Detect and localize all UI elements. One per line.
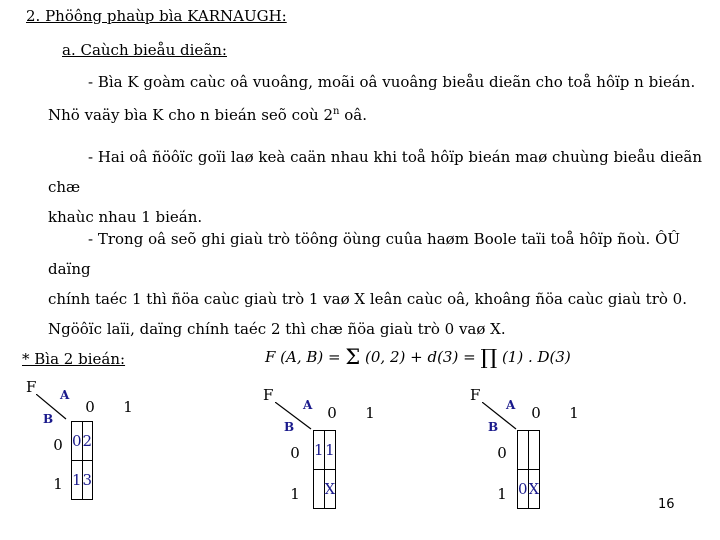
kmap-1-col-header: 1 [123,398,133,416]
kmap-1-cell: 0 [72,422,83,461]
sigma-symbol: Σ [345,345,361,369]
kmap-1-a-label: A [60,388,70,402]
kmap-2-row-header: 1 [290,485,300,503]
kmap-3-cell: 0 [518,470,529,509]
paragraph-1-first-line: - Bìa K goàm caùc oâ vuoâng, moãi oâ vuoâng bieåu dieãn cho toå hôïp n bieán. [88,73,696,91]
section-heading: 2. Phöông phaùp bìa KARNAUGH: [26,7,287,25]
paragraph-2-first-line: - Hai oâ ñöôïc goïi laø keà caän nhau khi toå hôïp bieán maø chuùng bieåu dieãn chæ [48,148,702,196]
kmap-1-cell: 1 [72,461,83,500]
kmap-1-row-header: 0 [53,436,63,454]
pi-symbol: ∏ [480,345,498,369]
kmap-1-diagonal [36,394,68,420]
subsection-heading: a. Caùch bieåu dieãn: [62,41,227,59]
kmap-2-cell [314,470,325,509]
kmap-2-f-label: F [263,386,274,404]
kmap-2-cell: X [324,470,336,509]
kmap-3-col-header: 1 [569,404,579,422]
exponent: n [333,106,340,117]
kmap-3-row-header: 1 [497,485,507,503]
kmap-3-grid [517,430,540,509]
kmap-2-diagonal [275,402,313,430]
kmap-1-b-label: B [43,412,54,426]
kmap-3-cell: X [528,470,540,509]
kmap-2-row-header: 0 [290,444,300,462]
kmap-3-f-label: F [470,386,481,404]
paragraph-2 [48,142,704,232]
kmap-3-diagonal [482,402,518,430]
kmap-3-row-header: 0 [497,444,507,462]
kmap-1-col-header: 0 [85,398,95,416]
kmap-3-col-header: 0 [531,404,541,422]
formula-sum-part: (0, 2) + d(3) = [365,348,476,366]
kmap-1-row-header: 1 [53,475,63,493]
kmap-2-col-header: 0 [327,404,337,422]
paragraph-1 [48,67,704,130]
kmap-3-b-label: B [488,420,499,434]
kmap-1-f-label: F [26,378,37,396]
section-label: * Bìa 2 bieán: [22,350,126,368]
kmap-3-a-label: A [506,398,516,412]
kmap-1-grid [71,421,93,500]
formula-prod-part: (1) . D(3) [501,348,571,366]
kmap-2-grid [313,430,336,509]
kmap-2-b-label: B [284,420,295,434]
kmap-2-cell: 1 [314,431,325,470]
kmap-1-cell: 2 [82,422,93,461]
kmap-2-cell: 1 [324,431,336,470]
paragraph-1-rest: Nhö vaäy bìa K cho n bieán seõ coù 2$^n$ oâ. [48,106,367,124]
kmap-2-a-label: A [303,398,313,412]
paragraph-3-first-line: - Trong oâ seõ ghi giaù trò töông öùng cuûa haøm Boole taïi toå hôïp ñoù. ÔÛ daïng [48,230,681,278]
formula [265,345,571,369]
kmap-1-cell: 3 [82,461,93,500]
paragraph-3-rest: chính taéc 1 thì ñöa caùc giaù trò 1 vaø X leân caùc oâ, khoâng ñöa caùc giaù trò 0. Ngöôïc laïi, daïng chính taéc 2 thì chæ ñöa giaù trò 0 vaø X. [48,290,687,338]
kmap-2-col-header: 1 [365,404,375,422]
paragraph-3 [48,224,704,344]
kmap-3-cell [528,431,540,470]
formula-lhs: F (A, B) = [265,348,341,366]
paragraph-2-rest: khaùc nhau 1 bieán. [48,208,203,226]
page-number: 16 [658,497,675,512]
kmap-3-cell [518,431,529,470]
